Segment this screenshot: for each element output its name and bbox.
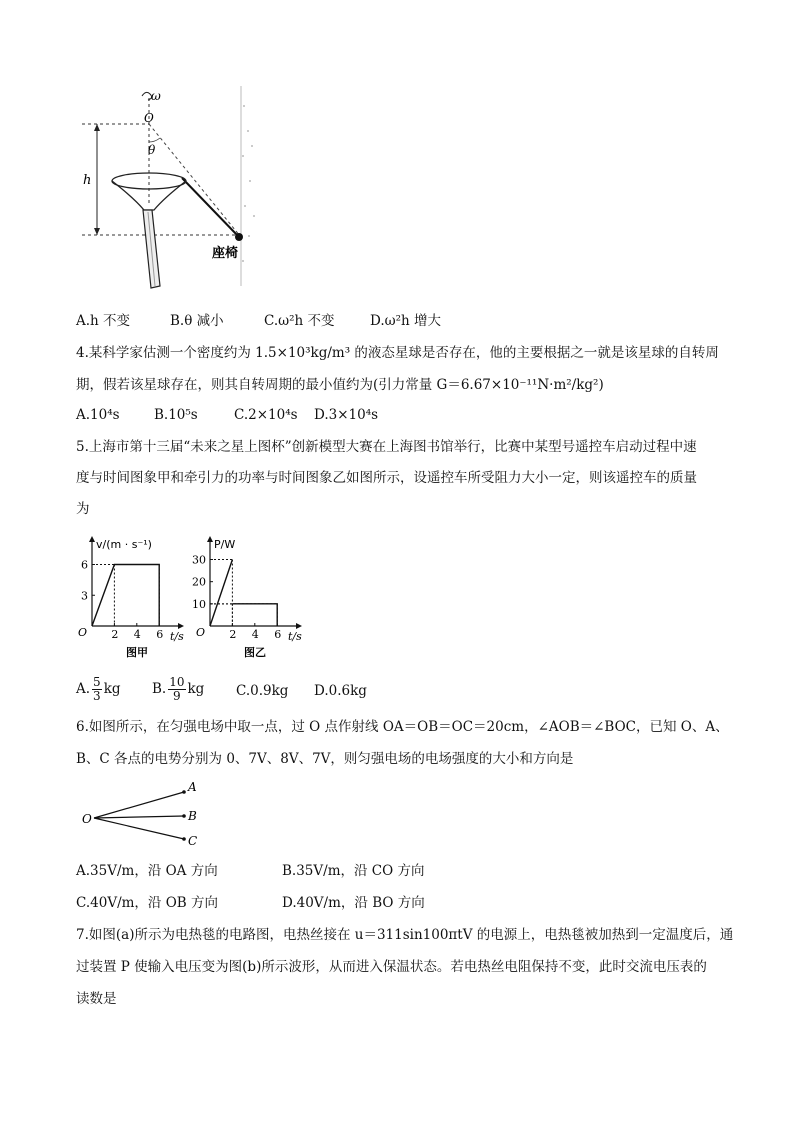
chart-title: 图乙 (244, 646, 266, 659)
q7-stem-line3: 读数是 (76, 991, 117, 1007)
label-c: C (188, 834, 198, 846)
h-arrow-bottom (94, 228, 100, 235)
y-axis-arrow (89, 536, 95, 542)
point-a (182, 790, 186, 794)
q5-option-a-num: 5 (93, 675, 101, 689)
origin-label: O (196, 626, 206, 639)
y-tick-label-20: 20 (192, 575, 206, 589)
rotating-seat-figure (72, 86, 272, 296)
q5-option-a-unit: kg (103, 681, 121, 697)
x-tick-label-6: 6 (274, 628, 282, 641)
ray-oc (94, 818, 184, 839)
q5-option-c: C.0.9kg (236, 683, 289, 699)
q3-option-a: A.h 不变 (76, 313, 131, 329)
h-arrow-top (94, 124, 100, 131)
seat-label: 座椅 (212, 246, 239, 261)
q3-option-d: D.ω²h 增大 (370, 313, 442, 329)
omega-label: ω (151, 89, 161, 103)
origin-label: O (78, 626, 88, 639)
x-tick-label-4: 4 (133, 628, 141, 641)
q5-option-a (76, 676, 121, 703)
x-axis-arrow (296, 623, 302, 629)
series-line-main (92, 565, 159, 627)
y-tick-label-10: 10 (192, 597, 206, 611)
q5-option-b (152, 676, 204, 703)
q6-stem-line2: B、C 各点的电势分别为 0、7V、8V、7V，则匀强电场的电场强度的大小和方向是 (76, 751, 574, 767)
q7-stem-line1: 7.如图(a)所示为电热毯的电路图，电热丝接在 u＝311sin100πtV 的电源上，电热毯被加热到一定温度后，通 (76, 927, 734, 943)
q5-option-a-prefix: A. (76, 681, 91, 697)
q4-option-b: B.10⁵s (154, 407, 198, 423)
q5-option-a-fraction (92, 676, 102, 703)
x-tick-label-2: 2 (229, 628, 237, 641)
x-tick-label-2: 2 (111, 628, 119, 641)
q7-stem-line2: 过装置 P 使输入电压变为图(b)所示波形，从而进入保温状态。若电热丝电阻保持不变，此时交流电压表的 (76, 959, 707, 975)
canopy-top (112, 173, 186, 189)
y-tick-label-6: 6 (81, 558, 88, 572)
chart-title: 图甲 (126, 646, 148, 659)
label-b: B (188, 809, 197, 823)
y-axis-label: v/(m · s⁻¹) (96, 538, 152, 551)
q5-option-b-fraction (168, 676, 185, 703)
velocity-time-chart (70, 530, 190, 660)
o-label: O (144, 111, 154, 125)
wall-shading (240, 86, 255, 286)
q6-option-a: A.35V/m，沿 OA 方向 (76, 863, 218, 879)
cone-dashed-line (149, 124, 240, 236)
q5-option-b-unit: kg (187, 681, 205, 697)
theta-label: θ (148, 143, 156, 157)
q4-stem-line1: 4.某科学家估测一个密度约为 1.5×10³kg/m³ 的液态星球是否存在，他的主要根据之一就是该星球的自转周 (76, 345, 719, 361)
series-line-constant (232, 604, 277, 626)
q4-stem-line2: 期，假若该星球存在，则其自转周期的最小值约为(引力常量 G＝6.67×10⁻¹¹N·m²/kg²) (76, 377, 604, 393)
q4-option-a: A.10⁴s (76, 407, 120, 423)
q5-option-a-den: 3 (93, 689, 101, 703)
theta-arc (149, 138, 160, 142)
h-label: h (83, 173, 92, 188)
q5-stem-line1: 5.上海市第十三届“未来之星上图杯”创新模型大赛在上海图书馆举行，比赛中某型号遥控车启动过程中速 (76, 439, 697, 455)
q6-stem-line1: 6.如图所示，在匀强电场中取一点，过 O 点作射线 OA＝OB＝OC＝20cm，∠AOB＝∠BOC，已知 O、A、 (76, 719, 729, 735)
q4-option-d: D.3×10⁴s (314, 407, 379, 423)
q5-stem-line2: 度与时间图象甲和牵引力的功率与时间图象乙如图所示，设遥控车所受阻力大小一定，则该遥控车的质量 (76, 470, 697, 486)
x-axis-label: t/s (288, 630, 302, 643)
rays-figure (76, 776, 216, 846)
series-line-ramp (210, 560, 232, 626)
x-axis-label: t/s (170, 630, 184, 643)
q3-option-b: B.θ 减小 (170, 313, 224, 329)
label-a: A (188, 780, 197, 794)
q3-option-c: C.ω²h 不变 (264, 313, 335, 329)
point-b (182, 814, 186, 818)
seat-dot (235, 233, 243, 241)
y-tick-label-30: 30 (192, 553, 206, 567)
q6-option-d: D.40V/m，沿 BO 方向 (282, 895, 425, 911)
x-tick-label-6: 6 (156, 628, 164, 641)
q6-option-c: C.40V/m，沿 OB 方向 (76, 895, 218, 911)
ray-ob (94, 816, 184, 818)
q5-option-b-num: 10 (169, 675, 185, 689)
y-axis-label: P/W (214, 538, 236, 551)
ray-oa (94, 792, 184, 818)
q6-option-b: B.35V/m，沿 CO 方向 (282, 863, 425, 879)
y-tick-label-3: 3 (81, 589, 88, 603)
q5-option-b-den: 9 (173, 689, 181, 703)
power-time-chart (188, 530, 308, 660)
seat-rope (182, 178, 238, 236)
y-axis-arrow (207, 536, 213, 542)
x-axis-arrow (178, 623, 184, 629)
x-tick-label-4: 4 (251, 628, 259, 641)
q5-option-d: D.0.6kg (314, 683, 367, 699)
point-c (182, 837, 186, 841)
q4-option-c: C.2×10⁴s (234, 407, 298, 423)
q5-stem-line3: 为 (76, 501, 90, 517)
label-o: O (82, 812, 92, 826)
q5-option-b-prefix: B. (152, 681, 167, 697)
